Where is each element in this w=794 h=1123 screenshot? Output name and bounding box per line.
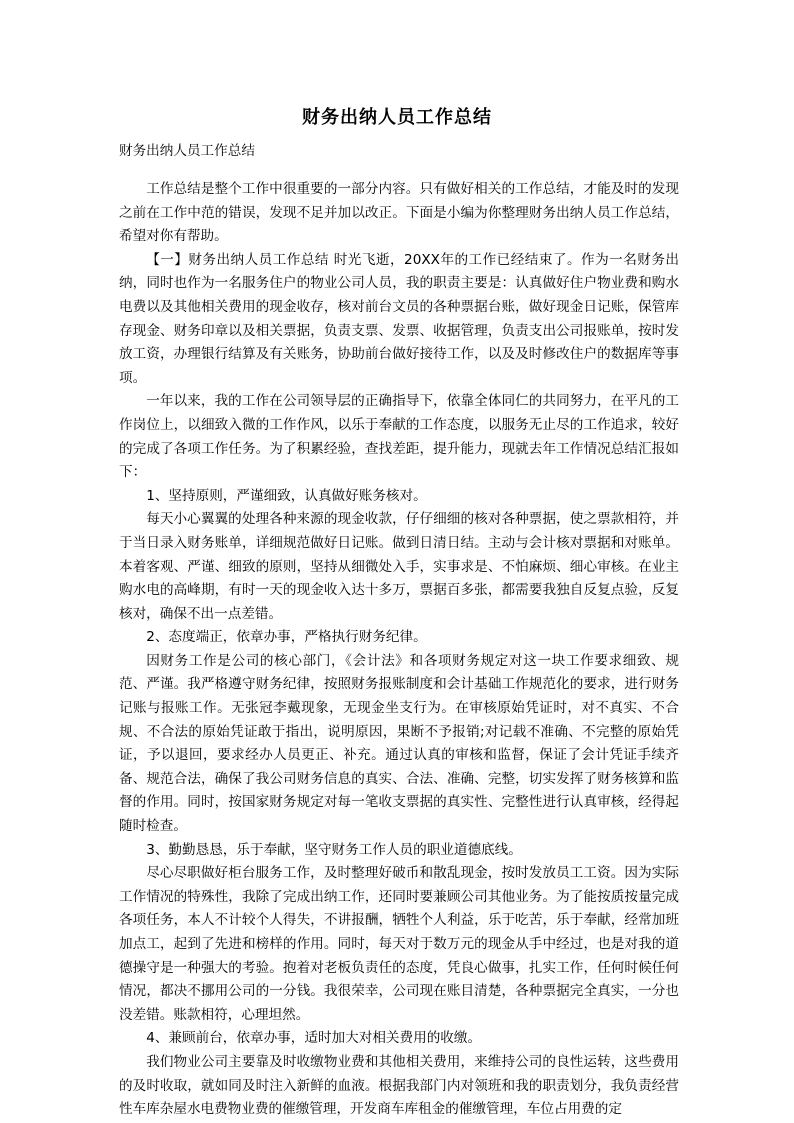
paragraph-point-4: 我们物业公司主要靠及时收缴物业费和其他相关费用，来维持公司的良性运转，这些费用的及时收取，就如同及时注入新鲜的血液。根据我部门内对领班和我的职责划分，我负责经营性车库杂屋水电费物业费的催缴管理，开发商车库租金的催缴管理，车位占用费的定 [119,1053,679,1118]
paragraph-point-2: 因财务工作是公司的核心部门，《会计法》和各项财务规定对这一块工作要求细致、规范、严谨。我严格遵守财务纪律，按照财务报账制度和会计基础工作规范化的要求，进行财务记账与报账工作。无张冠李戴现象，无现金坐支行为。在审核原始凭证时，对不真实、不合规、不合法的原始凭证敢于指出，说明原因，果断不予报销;对记载不准确、不完整的原始凭证，予以退回，要求经办人员更正、补充。通过认真的审核和监督，保证了会计凭证手续齐备、规范合法，确保了我公司财务信息的真实、合法、准确、完整，切实发挥了财务核算和监督的作用。同时，按国家财务规定对每一笔收支票据的真实性、完整性进行认真审核，经得起随时检查。 [119,652,679,835]
paragraph-intro: 工作总结是整个工作中很重要的一部分内容。只有做好相关的工作总结，才能及时的发现之前在工作中范的错误，发现不足并加以改正。下面是小编为你整理财务出纳人员工作总结，希望对你有帮助。 [119,181,679,245]
paragraph-section-one: 【一】财务出纳人员工作总结 时光飞逝，20XX年的工作已经结束了。作为一名财务出纳，同时也作为一名服务住户的物业公司人员，我的职责主要是：认真做好住户物业费和购水电费以及其他相关费用的现金收存，核对前台文员的各种票据台账，做好现金日记账，保管库存现金、财务印章以及相关票据，负责支票、发票、收据管理，负责支出公司报账单，按时发放工资，办理银行结算及有关账务，协助前台做好接待工作，以及及时修改住户的数据库等事项。 [119,251,679,386]
paragraph-point-1: 每天小心翼翼的处理各种来源的现金收款，仔仔细细的核对各种票据，使之票款相符，并于当日录入财务账单，详细规范做好日记账。做到日清日结。主动与会计核对票据和对账单。本着客观、严谨、细致的原则，坚持从细微处入手，实事求是、不怕麻烦、细心审核。在业主购水电的高峰期，有时一天的现金收入达十多万，票据百多张，都需要我独自反复点验，反复核对，确保不出一点差错。 [119,511,679,622]
document-subtitle: 财务出纳人员工作总结 [119,143,255,159]
document-body [119,178,679,1122]
heading-point-1: 1、坚持原则，严谨细致，认真做好账务核对。 [146,487,427,504]
paragraph-point-3: 尽心尽职做好柜台服务工作，及时整理好破币和散乱现金，按时发放员工工资。因为实际工作情况的特殊性，我除了完成出纳工作，还同时要兼顾公司其他业务。为了能按质按量完成各项任务，本人不计较个人得失，不讲报酬，牺牲个人利益，乐于吃苦，乐于奉献，经常加班加点工，起到了先进和榜样的作用。同时，每天对于数万元的现金从手中经过，也是对我的道德操守是一种强大的考验。抱着对老板负责任的态度，凭良心做事，扎实工作，任何时候任何情况，都决不挪用公司的一分钱。我很荣幸，公司现在账目清楚，各种票据完全真实，一分也没差错。账款相符，心理坦然。 [119,865,679,1023]
paragraph-overview: 一年以来，我的工作在公司领导层的正确指导下，依靠全体同仁的共同努力，在平凡的工作岗位上，以细致入微的工作作风，以乐于奉献的工作态度，以服务无止尽的工作追求，较好的完成了各项工作任务。为了积累经验，查找差距，提升能力，现就去年工作情况总结汇报如下： [119,393,679,481]
heading-point-4: 4、兼顾前台，依章办事，适时加大对相关费用的收缴。 [146,1030,482,1047]
heading-point-2: 2、态度端正，依章办事，严格执行财务纪律。 [146,629,427,646]
document-title: 财务出纳人员工作总结 [302,107,492,128]
heading-point-3: 3、勤勤恳恳，乐于奉献，坚守财务工作人员的职业道德底线。 [146,841,522,858]
